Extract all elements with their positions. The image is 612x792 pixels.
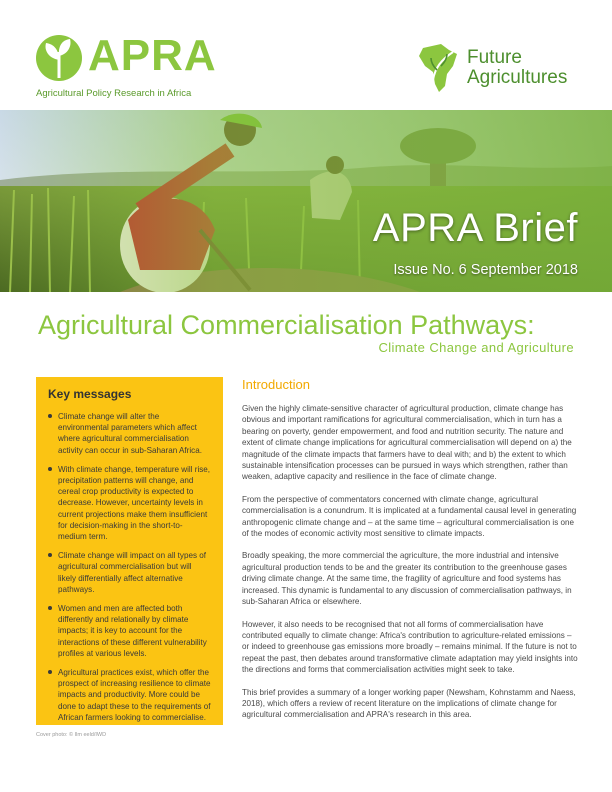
page-subtitle: Climate Change and Agriculture [378, 340, 574, 355]
intro-paragraph: However, it also needs to be recognised that not all forms of commercialisation have contributed equally to climate change: Africa's contribution to agriculture-related emissions – or indeed to greenhouse gas emissions more broadly – remains minimal. If the future is not to repeat the past, then debates around transformative climate adaptation may yield insights into the directions and forms that commercialisation activities might seek to take. [242, 619, 578, 675]
issue-line: Issue No. 6 September 2018 [393, 262, 578, 278]
intro-paragraph: Given the highly climate-sensitive character of agricultural production, climate change has obvious and important ramifications for agricultural commercialisation, which in turn has a bearing on poverty, gender empowerment, and food and nutrition security. The nature and extent of climate change implications for agricultural commercialisation will depend on a) the magnitude of the climate impacts that farmers have to deal with; and b) the extent to which sustainable intensification processes can be pursued in ways which strengthen, rather than weaken, adaptive capacity and resilience in the face of climate change. [242, 404, 572, 482]
apra-leaf-icon [34, 30, 84, 86]
photo-credit: Cover photo: © Ilm eeld/IWD [36, 732, 107, 738]
key-messages-heading: Key messages [48, 387, 132, 401]
hero-banner [0, 110, 612, 292]
introduction-body [242, 403, 580, 732]
africa-map-icon [413, 40, 463, 96]
apra-logo [34, 30, 217, 86]
key-message-item: Climate change will impact on all types of agricultural commercialisation but will likely differentially affect alternative pathways. [48, 550, 211, 595]
key-message-item: Climate change will alter the environmental parameters which affect where agricultural commercialisation activity can occur in sub-Saharan Africa. [48, 411, 211, 456]
intro-paragraph: From the perspective of commentators concerned with climate change, agricultural commercialisation is a conundrum. It is implicated at a fundamental causal level in generating anthropogenic climate change and – at the same time – agricultural commercialisation is one of the modes of economic activity most sensitive to climate impacts. [242, 494, 577, 539]
key-message-item: Agricultural practices exist, which offer the prospect of increasing resilience to climate impacts and productivity. More could be done to adapt these to the requirements of African farmers looking to commercialise. [48, 667, 211, 723]
key-message-item: Women and men are affected both differently and relationally by climate impacts; it is key to account for the interactions of these different vulnerability profiles at various levels. [48, 603, 211, 659]
fa-line-2: Agricultures [467, 67, 568, 88]
key-message-item: With climate change, temperature will rise, precipitation patterns will change, and cereal crop productivity is expected to decrease. However, uncertainty levels in current projections make them insufficient for decision-making in the short-to-medium term. [48, 464, 211, 542]
fa-line-1: Future [467, 47, 522, 68]
page-header [0, 0, 612, 110]
future-agricultures-text [467, 48, 567, 88]
apra-logo-text: APRA [88, 31, 217, 80]
intro-paragraph: Broadly speaking, the more commercial the agriculture, the more industrial and intensive agricultural production tends to be and the greater its contribution to the greenhouse gases driving climate change. At the same time, the fragility of agriculture and food systems has increased. This dynamic is fundamental to any discussion of commercialisation pathways, in sub-Saharan Africa or elsewhere. [242, 551, 572, 607]
apra-subtitle: Agricultural Policy Research in Africa [36, 88, 192, 99]
key-messages-list [48, 411, 211, 723]
page-title: Agricultural Commercialisation Pathways: [38, 310, 535, 340]
introduction-heading: Introduction [242, 377, 310, 392]
intro-paragraph: This brief provides a summary of a longer working paper (Newsham, Kohnstamm and Naess, 2018), which offers a review of recent literature on the implications of climate change for agricultural commercialisation and APRA's research in this area. [242, 687, 576, 720]
brief-title: APRA Brief [372, 206, 578, 250]
future-agricultures-logo [413, 40, 567, 96]
key-messages-box [36, 377, 223, 725]
